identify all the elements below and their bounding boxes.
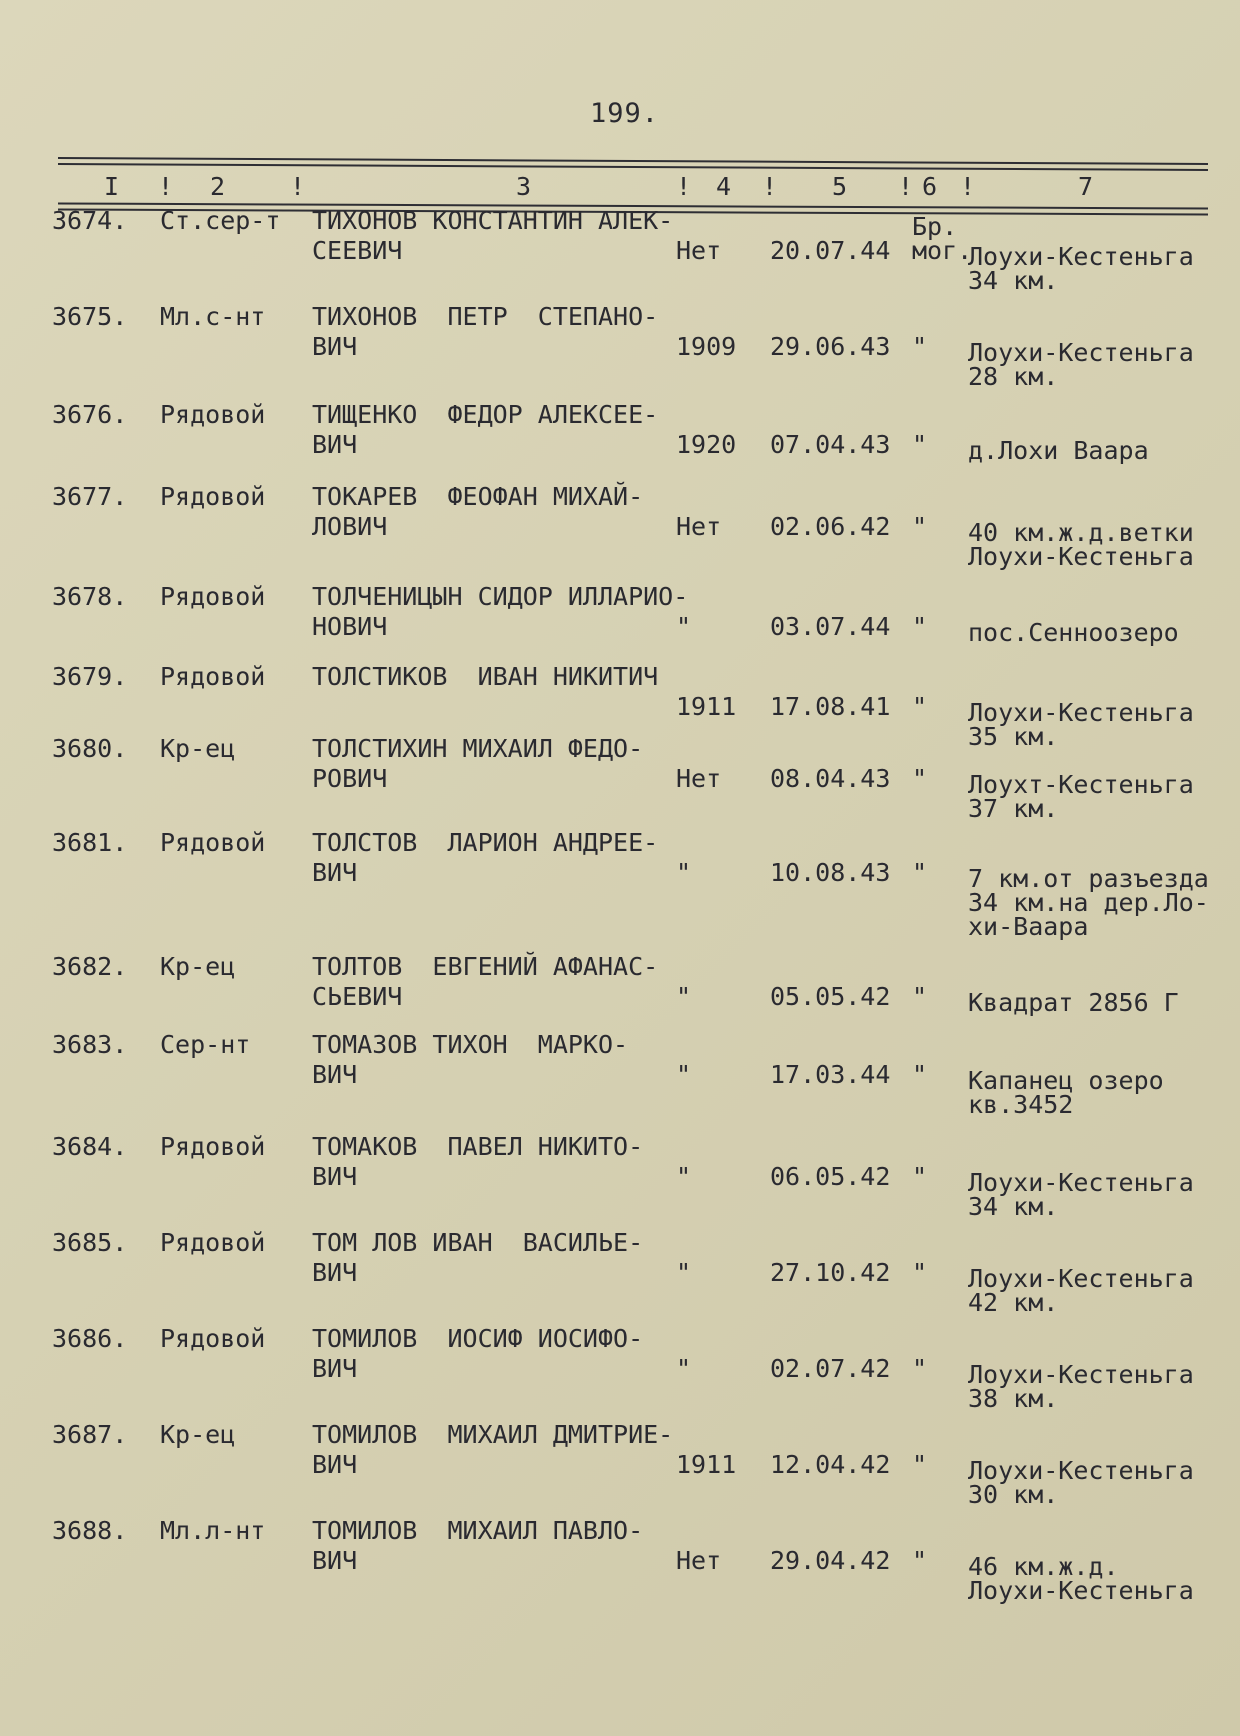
entry-place-line2: 28 км.	[968, 362, 1059, 391]
entry-death-date: 07.04.43	[770, 430, 891, 459]
entry-name-line1: ТОМАКОВ ПАВЕЛ НИКИТО-	[312, 1132, 644, 1161]
entry-place-line1: Лоухи-Кестеньга	[968, 1456, 1194, 1485]
column-separator: !	[762, 172, 778, 201]
column-separator: !	[290, 172, 306, 201]
entry-birth-year: "	[676, 982, 692, 1011]
entry-number: 3675.	[52, 302, 128, 331]
column-header-6: 6	[922, 172, 938, 201]
entry-name-line1: ТОКАРЕВ ФЕОФАН МИХАЙ-	[312, 482, 644, 511]
entry-place-line1: 46 км.ж.д.	[968, 1552, 1119, 1581]
entry-number: 3682.	[52, 952, 128, 981]
entry-name-line2: ВИЧ	[312, 1162, 358, 1191]
entry-burial-type: "	[912, 858, 928, 887]
entry-burial-type: "	[912, 332, 928, 361]
entry-name-line2: ВИЧ	[312, 1450, 358, 1479]
entry-death-date: 05.05.42	[770, 982, 891, 1011]
column-header-3: 3	[516, 172, 532, 201]
entry-rank: Кр-ец	[160, 952, 236, 981]
entry-name-line2: ВИЧ	[312, 430, 358, 459]
entry-name-line1: ТОМИЛОВ ИОСИФ ИОСИФО-	[312, 1324, 644, 1353]
entry-number: 3681.	[52, 828, 128, 857]
column-separator: !	[158, 172, 174, 201]
entry-death-date: 10.08.43	[770, 858, 891, 887]
entry-name-line1: ТИХОНОВ ПЕТР СТЕПАНО-	[312, 302, 659, 331]
column-header-7: 7	[1078, 172, 1094, 201]
entry-rank: Рядовой	[160, 828, 266, 857]
entry-name-line1: ТИХОНОВ КОНСТАНТИН АЛЕК-	[312, 206, 674, 235]
entry-number: 3679.	[52, 662, 128, 691]
entry-birth-year: 1920	[676, 430, 737, 459]
entry-rank: Рядовой	[160, 1228, 266, 1257]
entry-name-line2: ВИЧ	[312, 1546, 358, 1575]
entry-name-line2: ВИЧ	[312, 1258, 358, 1287]
entry-rank: Рядовой	[160, 662, 266, 691]
entry-name-line2: ВИЧ	[312, 858, 358, 887]
entry-number: 3677.	[52, 482, 128, 511]
entry-death-date: 27.10.42	[770, 1258, 891, 1287]
entry-number: 3687.	[52, 1420, 128, 1449]
entry-name-line2: НОВИЧ	[312, 612, 388, 641]
entry-birth-year: Нет	[676, 1546, 722, 1575]
entry-place-line2: кв.3452	[968, 1090, 1074, 1119]
entry-place-line2: Лоухи-Кестеньга	[968, 542, 1194, 571]
entry-name-line2: РОВИЧ	[312, 764, 388, 793]
entry-number: 3686.	[52, 1324, 128, 1353]
entry-rank: Сер-нт	[160, 1030, 251, 1059]
entry-place-line2: 42 км.	[968, 1288, 1059, 1317]
list-item	[0, 484, 1240, 594]
entry-birth-year: Нет	[676, 512, 722, 541]
entry-number: 3680.	[52, 734, 128, 763]
entry-burial-type: "	[912, 1060, 928, 1089]
list-item	[0, 1032, 1240, 1142]
entry-burial-type: "	[912, 692, 928, 721]
entry-name-line2: СЕЕВИЧ	[312, 236, 403, 265]
entry-rank: Ст.сер-т	[160, 206, 281, 235]
list-item	[0, 304, 1240, 414]
entry-birth-year: "	[676, 1162, 692, 1191]
entry-name-line1: ТОМИЛОВ МИХАИЛ ДМИТРИЕ-	[312, 1420, 674, 1449]
entry-place-line2: 34 км.	[968, 266, 1059, 295]
entry-birth-year: "	[676, 612, 692, 641]
entry-place-line2: 37 км.	[968, 794, 1059, 823]
entry-place-line1: Лоухи-Кестеньга	[968, 242, 1194, 271]
entry-rank: Кр-ец	[160, 734, 236, 763]
entry-place-line1: д.Лохи Ваара	[968, 436, 1149, 465]
entry-name-line1: ТОМАЗОВ ТИХОН МАРКО-	[312, 1030, 629, 1059]
entry-birth-year: 1911	[676, 692, 737, 721]
entry-death-date: 29.04.42	[770, 1546, 891, 1575]
entry-birth-year: "	[676, 858, 692, 887]
entry-place-line1: Лоухи-Кестеньга	[968, 1168, 1194, 1197]
entry-name-line1: ТОЛСТИХИН МИХАИЛ ФЕДО-	[312, 734, 644, 763]
entry-place-line1: Лоухи-Кестеньга	[968, 698, 1194, 727]
entry-death-date: 20.07.44	[770, 236, 891, 265]
entry-place-line2: 30 км.	[968, 1480, 1059, 1509]
entry-place-line2: 38 км.	[968, 1384, 1059, 1413]
column-header-5: 5	[832, 172, 848, 201]
column-separator: !	[898, 172, 914, 201]
entry-rank: Рядовой	[160, 482, 266, 511]
entry-name-line1: ТОЛЧЕНИЦЫН СИДОР ИЛЛАРИО-	[312, 582, 689, 611]
entry-rank: Рядовой	[160, 1132, 266, 1161]
entry-burial-type-top: Бр.	[912, 212, 958, 241]
entry-burial-type: "	[912, 1354, 928, 1383]
entry-death-date: 08.04.43	[770, 764, 891, 793]
entry-rank: Рядовой	[160, 400, 266, 429]
entry-burial-type: "	[912, 1258, 928, 1287]
entry-number: 3684.	[52, 1132, 128, 1161]
column-header-1: I	[104, 172, 120, 201]
list-item	[0, 830, 1240, 940]
entry-burial-type: "	[912, 1450, 928, 1479]
entry-name-line1: ТИЩЕНКО ФЕДОР АЛЕКСЕЕ-	[312, 400, 659, 429]
entry-burial-type: мог.	[912, 236, 973, 265]
entry-birth-year: 1909	[676, 332, 737, 361]
entry-number: 3678.	[52, 582, 128, 611]
entry-name-line2: ВИЧ	[312, 1354, 358, 1383]
entry-birth-year: Нет	[676, 764, 722, 793]
entry-place-line1: 40 км.ж.д.ветки	[968, 518, 1194, 547]
column-header-2: 2	[210, 172, 226, 201]
entry-rank: Кр-ец	[160, 1420, 236, 1449]
entry-death-date: 02.06.42	[770, 512, 891, 541]
entry-rank: Мл.с-нт	[160, 302, 266, 331]
entry-place-line2: 34 км.	[968, 1192, 1059, 1221]
entry-place-line1: Лоухи-Кестеньга	[968, 338, 1194, 367]
entry-rank: Рядовой	[160, 1324, 266, 1353]
entry-place-line2: 34 км.на дер.Ло-	[968, 888, 1209, 917]
entry-death-date: 29.06.43	[770, 332, 891, 361]
entry-place-line1: Квадрат 2856 Г	[968, 988, 1179, 1017]
entry-name-line1: ТОЛСТОВ ЛАРИОН АНДРЕЕ-	[312, 828, 659, 857]
entry-name-line1: ТОМИЛОВ МИХАИЛ ПАВЛО-	[312, 1516, 644, 1545]
entry-place-line1: 7 км.от разъезда	[968, 864, 1209, 893]
entry-birth-year: "	[676, 1258, 692, 1287]
entry-death-date: 12.04.42	[770, 1450, 891, 1479]
entry-name-line2: СЬЕВИЧ	[312, 982, 403, 1011]
entry-burial-type: "	[912, 982, 928, 1011]
entry-name-line2: ВИЧ	[312, 332, 358, 361]
column-header-4: 4	[716, 172, 732, 201]
entry-death-date: 03.07.44	[770, 612, 891, 641]
entry-burial-type: "	[912, 512, 928, 541]
entry-place-line1: Лоухт-Кестеньга	[968, 770, 1194, 799]
entry-name-line2: ЛОВИЧ	[312, 512, 388, 541]
entry-burial-type: "	[912, 612, 928, 641]
entry-death-date: 17.03.44	[770, 1060, 891, 1089]
entry-rank: Рядовой	[160, 582, 266, 611]
entry-rank: Мл.л-нт	[160, 1516, 266, 1545]
entry-death-date: 17.08.41	[770, 692, 891, 721]
entry-number: 3674.	[52, 206, 128, 235]
column-header-row	[0, 170, 1240, 204]
entry-place-line2: 35 км.	[968, 722, 1059, 751]
entry-place-line3: хи-Ваара	[968, 912, 1089, 941]
entry-name-line1: ТОЛТОВ ЕВГЕНИЙ АФАНАС-	[312, 952, 659, 981]
entry-number: 3688.	[52, 1516, 128, 1545]
column-separator: !	[676, 172, 692, 201]
entry-number: 3676.	[52, 400, 128, 429]
entry-burial-type: "	[912, 430, 928, 459]
entry-number: 3683.	[52, 1030, 128, 1059]
column-separator: !	[960, 172, 976, 201]
entry-place-line1: Капанец озеро	[968, 1066, 1164, 1095]
entry-burial-type: "	[912, 1162, 928, 1191]
entry-death-date: 02.07.42	[770, 1354, 891, 1383]
entry-place-line1: Лоухи-Кестеньга	[968, 1360, 1194, 1389]
entry-birth-year: "	[676, 1354, 692, 1383]
entry-burial-type: "	[912, 764, 928, 793]
entry-birth-year: "	[676, 1060, 692, 1089]
entry-name-line2: ВИЧ	[312, 1060, 358, 1089]
entry-death-date: 06.05.42	[770, 1162, 891, 1191]
entry-name-line1: ТОМ ЛОВ ИВАН ВАСИЛЬЕ-	[312, 1228, 644, 1257]
list-item	[0, 1518, 1240, 1628]
entry-number: 3685.	[52, 1228, 128, 1257]
entry-birth-year: 1911	[676, 1450, 737, 1479]
page-number: 199.	[590, 98, 660, 129]
entry-name-line1: ТОЛСТИКОВ ИВАН НИКИТИЧ	[312, 662, 659, 691]
entry-place-line1: пос.Сенноозеро	[968, 618, 1179, 647]
entry-burial-type: "	[912, 1546, 928, 1575]
entry-place-line2: Лоухи-Кестеньга	[968, 1576, 1194, 1605]
entry-birth-year: Нет	[676, 236, 722, 265]
entry-place-line1: Лоухи-Кестеньга	[968, 1264, 1194, 1293]
